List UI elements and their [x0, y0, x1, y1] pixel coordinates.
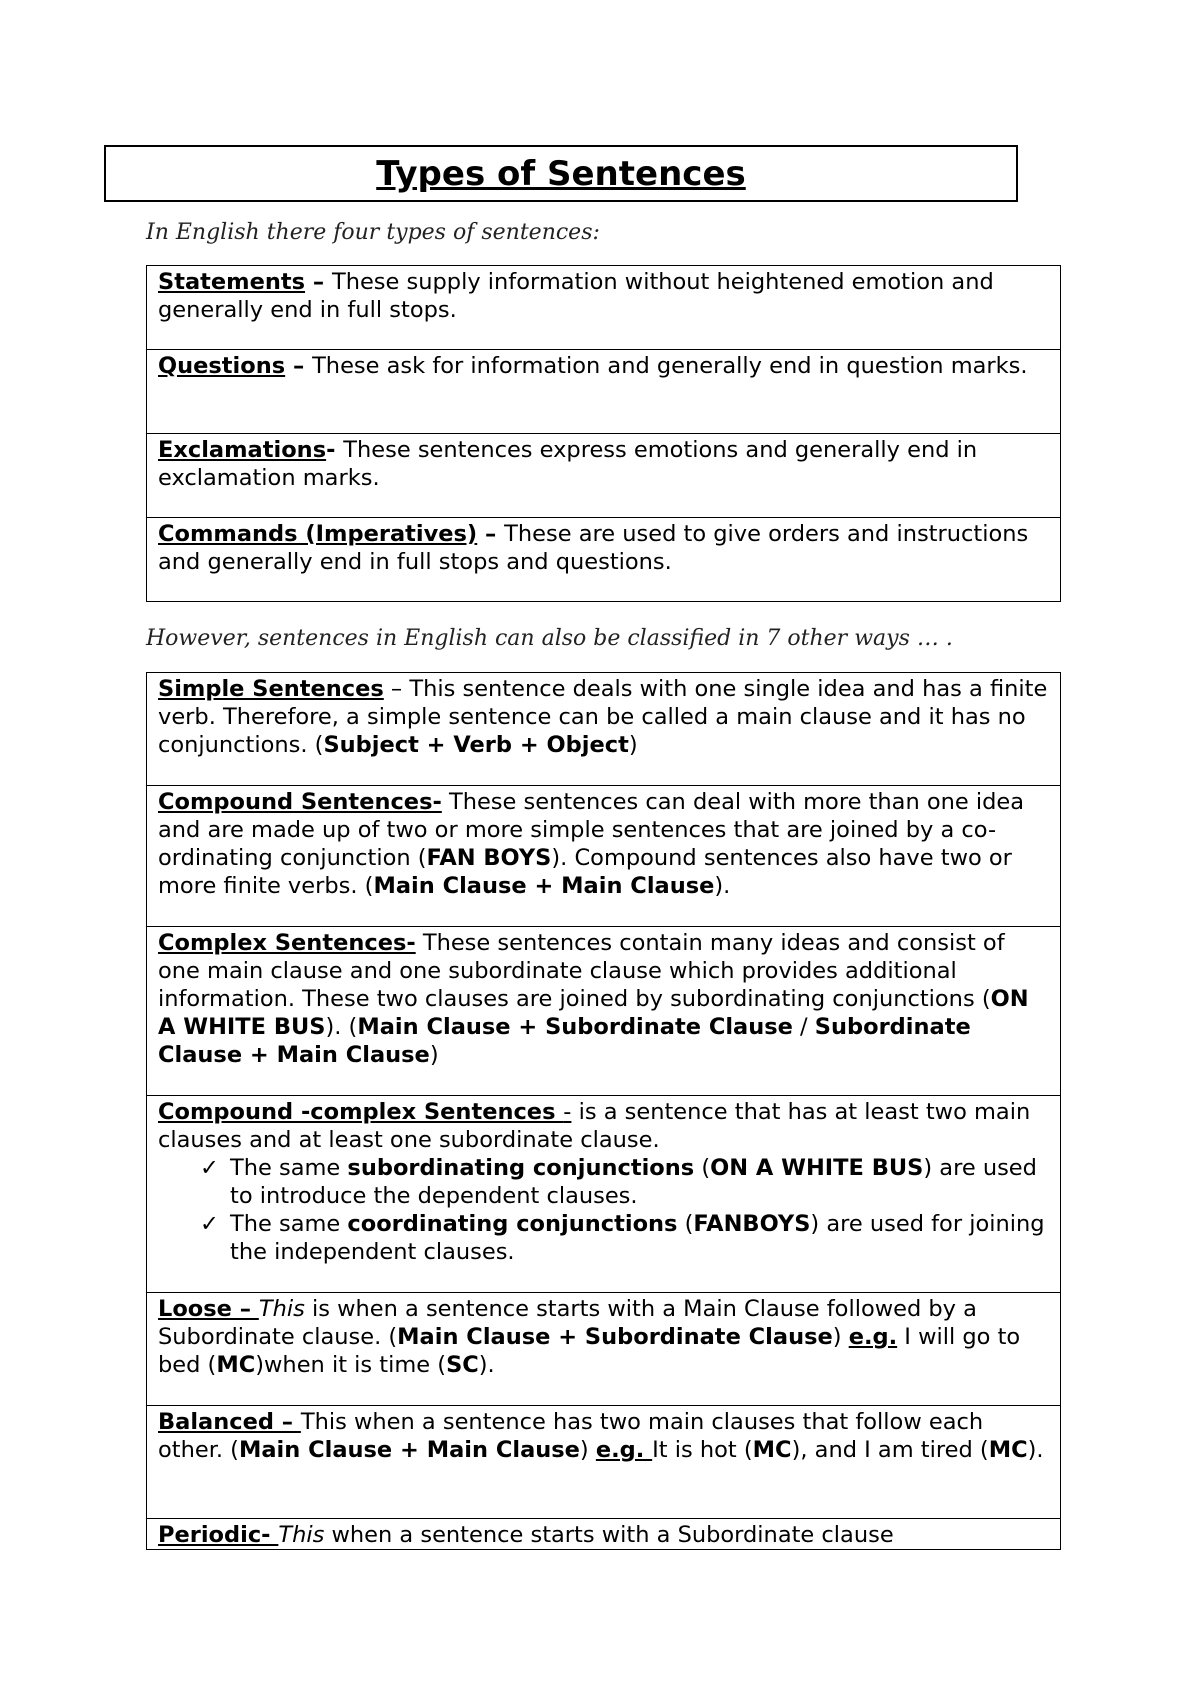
compound-sentences [147, 786, 1061, 927]
bullet-text: The same [230, 1155, 348, 1181]
closing: ) [429, 1042, 439, 1068]
formula: Main Clause + Main Clause [238, 1437, 580, 1463]
compound-complex-sentences [147, 1096, 1061, 1293]
formula: Main Clause + Main Clause [373, 873, 715, 899]
separator: – [383, 676, 410, 702]
term: Questions [158, 353, 286, 379]
term: Periodic- [158, 1522, 279, 1548]
description: These sentences can deal with more than one idea and are made up of two or more simple sentences that are joined by a co-ordinating conjunction ( [158, 789, 1025, 871]
formula: Main Clause + Subordinate Clause [397, 1324, 833, 1350]
title-box [104, 145, 1018, 202]
table-row [147, 518, 1061, 602]
example-text: )when it is time ( [255, 1352, 447, 1378]
closing: ). [714, 873, 731, 899]
clause-tag: SC [446, 1352, 479, 1378]
page-title: Types of Sentences [376, 153, 746, 194]
term: Complex Sentences- [158, 930, 416, 956]
bullet-text: ( [694, 1155, 711, 1181]
separator: - [326, 437, 344, 463]
description: This sentence deals with one single idea and has a finite verb. Therefore, a simple sentence can be called a main clause and it has no conjunctions. ( [158, 676, 1048, 758]
term: Compound -complex Sentences [158, 1099, 564, 1125]
table-row [147, 927, 1061, 1096]
type-commands [147, 518, 1061, 602]
clause-tag: MC [988, 1437, 1028, 1463]
term: Statements [158, 269, 306, 295]
slash: / [792, 1014, 815, 1040]
term: Exclamations [158, 437, 327, 463]
periodic-sentences [147, 1519, 1061, 1550]
description: These sentences contain many ideas and consist of one main clause and one subordinate clause which provides additional information. These two clauses are joined by subordinating conjunctions ( [158, 930, 1005, 1012]
example-label: e.g. [595, 1437, 653, 1463]
seven-ways-table [146, 672, 1061, 1550]
formula: Main Clause + Subordinate Clause [357, 1014, 793, 1040]
example-label: e.g. [848, 1324, 898, 1350]
closing: ) [628, 732, 638, 758]
list-item [200, 1210, 1050, 1266]
description: These ask for information and generally end in question marks. [312, 353, 1028, 379]
this-word: This [278, 1522, 325, 1548]
description: These supply information without heightened emotion and generally end in full stops. [158, 269, 994, 323]
closing: ). [1027, 1437, 1044, 1463]
description: ). ( [325, 1014, 358, 1040]
intro-four-types: In English there four types of sentences: [146, 220, 600, 245]
loose-sentences [147, 1293, 1061, 1406]
check-list [158, 1154, 1050, 1266]
description: when a sentence starts with a Subordinate clause [324, 1522, 894, 1548]
type-exclamations [147, 434, 1061, 518]
example-text: ), and I am tired ( [791, 1437, 989, 1463]
acronym: FANBOYS [693, 1211, 811, 1237]
separator: - [563, 1099, 572, 1125]
balanced-sentences [147, 1406, 1061, 1519]
bullet-text: ) are used to introduce the dependent clauses. [230, 1155, 1037, 1209]
closing: ) [832, 1324, 849, 1350]
type-questions [147, 350, 1061, 434]
complex-sentences [147, 927, 1061, 1096]
bullet-text: The same [230, 1211, 348, 1237]
four-types-table [146, 265, 1061, 602]
example-text: It is hot ( [652, 1437, 753, 1463]
table-row [147, 1406, 1061, 1519]
clause-tag: MC [216, 1352, 256, 1378]
table-row [147, 673, 1061, 786]
this-word: This [258, 1296, 305, 1322]
example-text: I will go to bed ( [158, 1324, 1021, 1378]
description: is a sentence that has at least two main clauses and at least one subordinate clause. [158, 1099, 1031, 1153]
description: These sentences express emotions and generally end in exclamation marks. [158, 437, 978, 491]
clause-tag: MC [752, 1437, 792, 1463]
list-item [200, 1154, 1050, 1210]
term: Balanced – [158, 1409, 301, 1435]
term: Compound Sentences- [158, 789, 442, 815]
acronym: ON A WHITE BUS [158, 986, 1029, 1040]
table-row [147, 434, 1061, 518]
closing: ). [478, 1352, 495, 1378]
formula: Subordinate Clause + Main Clause [158, 1014, 971, 1068]
check-icon: ✓ [200, 1155, 219, 1181]
table-row [147, 350, 1061, 434]
table-row [147, 786, 1061, 927]
description: This when a sentence has two main clauses that follow each other. ( [158, 1409, 984, 1463]
description: These are used to give orders and instructions and generally end in full stops and questions. [158, 521, 1029, 575]
acronym: FAN BOYS [426, 845, 552, 871]
intro-seven-ways: However, sentences in English can also be classified in 7 other ways … . [146, 626, 953, 651]
closing: ) [579, 1437, 596, 1463]
bullet-bold: coordinating conjunctions [347, 1211, 678, 1237]
acronym: ON A WHITE BUS [710, 1155, 924, 1181]
bullet-text: ( [677, 1211, 694, 1237]
description: ). Compound sentences also have two or more finite verbs. ( [158, 845, 1012, 899]
term: Commands (Imperatives) [158, 521, 478, 547]
type-statements [147, 266, 1061, 350]
simple-sentences [147, 673, 1061, 786]
separator: – [305, 269, 332, 295]
bullet-text: ) are used for joining the independent clauses. [230, 1211, 1045, 1265]
check-icon: ✓ [200, 1211, 219, 1237]
term: Loose – [158, 1296, 259, 1322]
description: is when a sentence starts with a Main Clause followed by a Subordinate clause. ( [158, 1296, 977, 1350]
table-row [147, 1096, 1061, 1293]
table-row [147, 1293, 1061, 1406]
separator: – [477, 521, 505, 547]
term: Simple Sentences [158, 676, 384, 702]
separator: – [285, 353, 313, 379]
formula: Subject + Verb + Object [323, 732, 629, 758]
table-row [147, 266, 1061, 350]
table-row [147, 1519, 1061, 1550]
bullet-bold: subordinating conjunctions [347, 1155, 695, 1181]
